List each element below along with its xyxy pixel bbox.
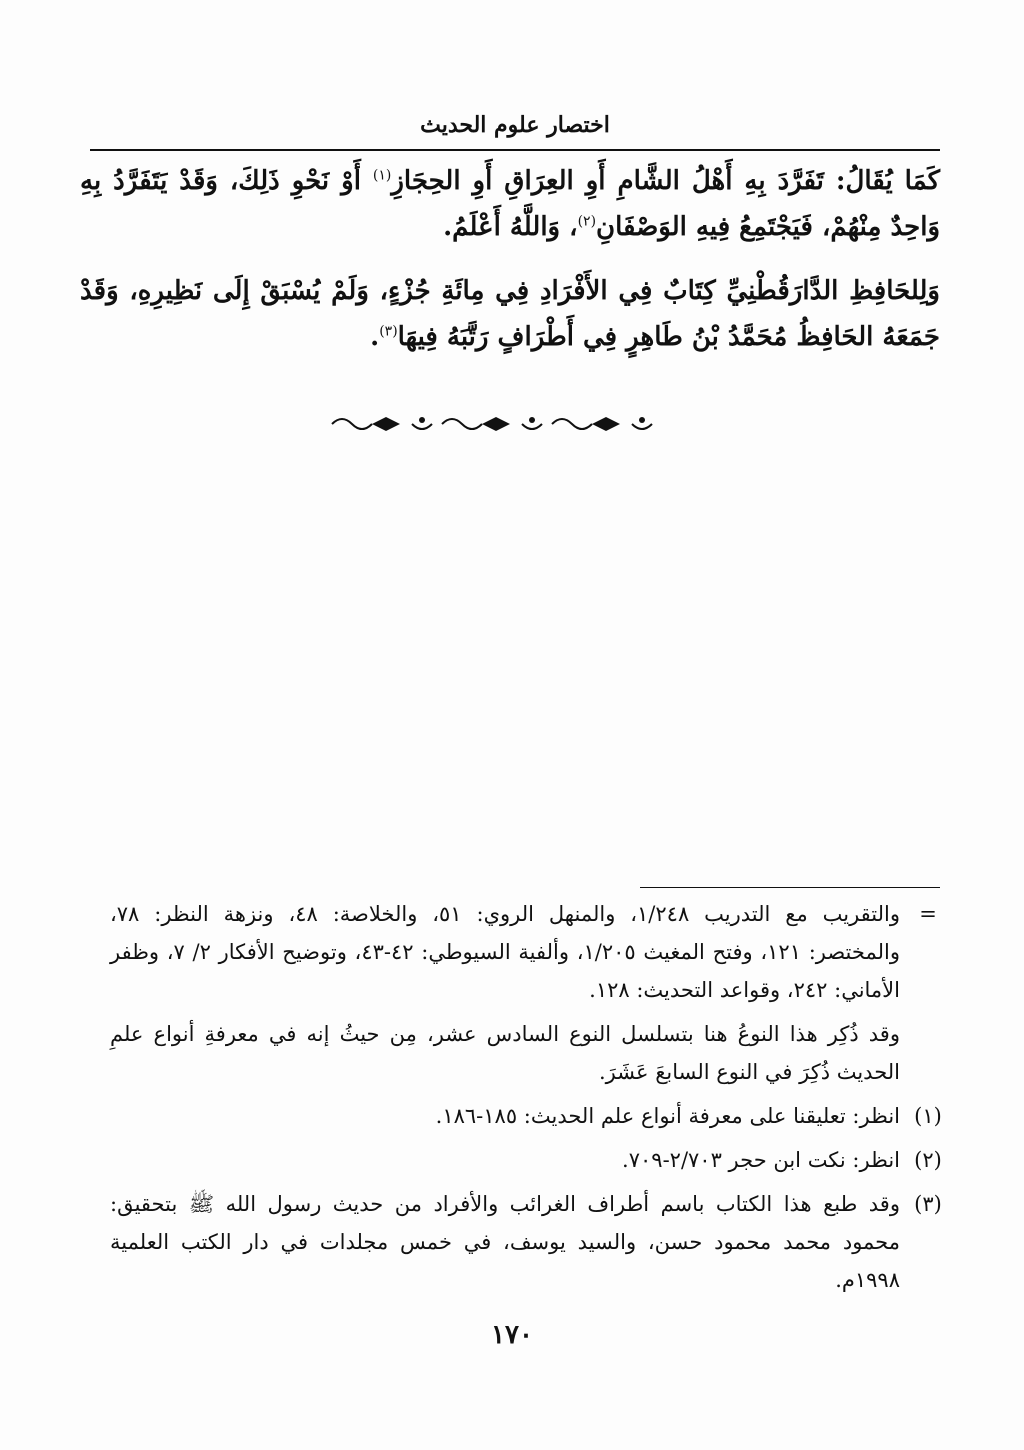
footnote-2: [110, 1141, 942, 1179]
footnote-ref-3[interactable]: (٣): [379, 323, 398, 340]
main-text: [80, 158, 940, 378]
footnote-3-text: وقد طبع هذا الكتاب باسم أطراف الغرائب والأفراد من حديث رسول الله ﷺ بتحقيق: محمود محمد محمود حسن، والسيد يوسف، في خمس مجلدات في دار الكتب العلمية ١٩٩٨م.: [110, 1192, 900, 1292]
page-number: ١٧٠: [491, 1320, 533, 1350]
footnote-ref-1[interactable]: (١): [372, 167, 392, 184]
paragraph-2-part-a: وَلِلحَافِظِ الدَّارَقُطْنِيِّ كِتَابٌ فِي الأَفْرَادِ فِي مِائَةِ جُزْءٍ، وَلَمْ يُسْبَقْ إِلَى نَظِيرِهِ، وَقَدْ جَمَعَهُ الحَافِظُ مُحَمَّدُ بْنُ طَاهِرٍ فِي أَطْرَافٍ رَتَّبَهُ فِيهَا: [80, 276, 940, 352]
continuation-mark: =: [919, 902, 937, 926]
paragraph-2-part-b: .: [370, 322, 380, 352]
footnote-3: [110, 1185, 942, 1299]
paragraph-2: [80, 268, 940, 360]
paragraph-1-part-c: ، وَاللَّهُ أَعْلَمُ.: [443, 212, 578, 242]
footnote-continuation: [110, 895, 937, 1009]
footnote-1-mark: (١): [914, 1104, 942, 1128]
footnote-separator: [640, 887, 940, 888]
footnote-3-mark: (٣): [914, 1192, 942, 1216]
paragraph-1-part-b: أَوْ نَحْوِ ذَلِكَ، وَقَدْ يَتَفَرَّدُ بِهِ وَاحِدٌ مِنْهُمْ، فَيَجْتَمِعُ فِيهِ الوَصْفَانِ: [80, 166, 940, 242]
paragraph-1-part-a: كَمَا يُقَالُ: تَفَرَّدَ بِهِ أَهْلُ الشَّامِ أَوِ العِرَاقِ أَوِ الحِجَازِ: [391, 166, 941, 196]
footnotes-section: [110, 895, 942, 1305]
header-rule: [90, 149, 940, 151]
footnote-note: [110, 1015, 900, 1091]
note-text: وقد ذُكِر هذا النوعُ هنا بتسلسل النوع السادس عشر، مِن حيثُ إنه في معرفةِ أنواع علمِ الحديث ذُكِرَ في النوع السابعَ عَشَرَ.: [110, 1022, 900, 1084]
footnote-1-text: انظر: تعليقنا على معرفة أنواع علم الحديث: ١٨٥-١٨٦.: [435, 1104, 900, 1128]
footnote-ref-2[interactable]: (٢): [577, 213, 597, 230]
footnote-1: [110, 1097, 942, 1135]
running-head-title: اختصار علوم الحديث: [420, 112, 610, 138]
decorative-divider-ornament: [322, 408, 662, 440]
paragraph-1: [80, 158, 940, 250]
continuation-text: والتقريب مع التدريب ١/٢٤٨، والمنهل الروي: ٥١، والخلاصة: ٤٨، ونزهة النظر: ٧٨، والمختصر: ١٢١، وفتح المغيث ١/٢٠٥، وألفية السيوطي: ٤٢-٤٣، وتوضيح الأفكار ٢/ ٧، وظفر الأماني: ٢٤٢، وقواعد التحديث: ١٢٨.: [110, 902, 900, 1002]
footnote-2-text: انظر: نكت ابن حجر ٢/٧٠٣-٧٠٩.: [622, 1148, 900, 1172]
footnote-2-mark: (٢): [914, 1148, 942, 1172]
